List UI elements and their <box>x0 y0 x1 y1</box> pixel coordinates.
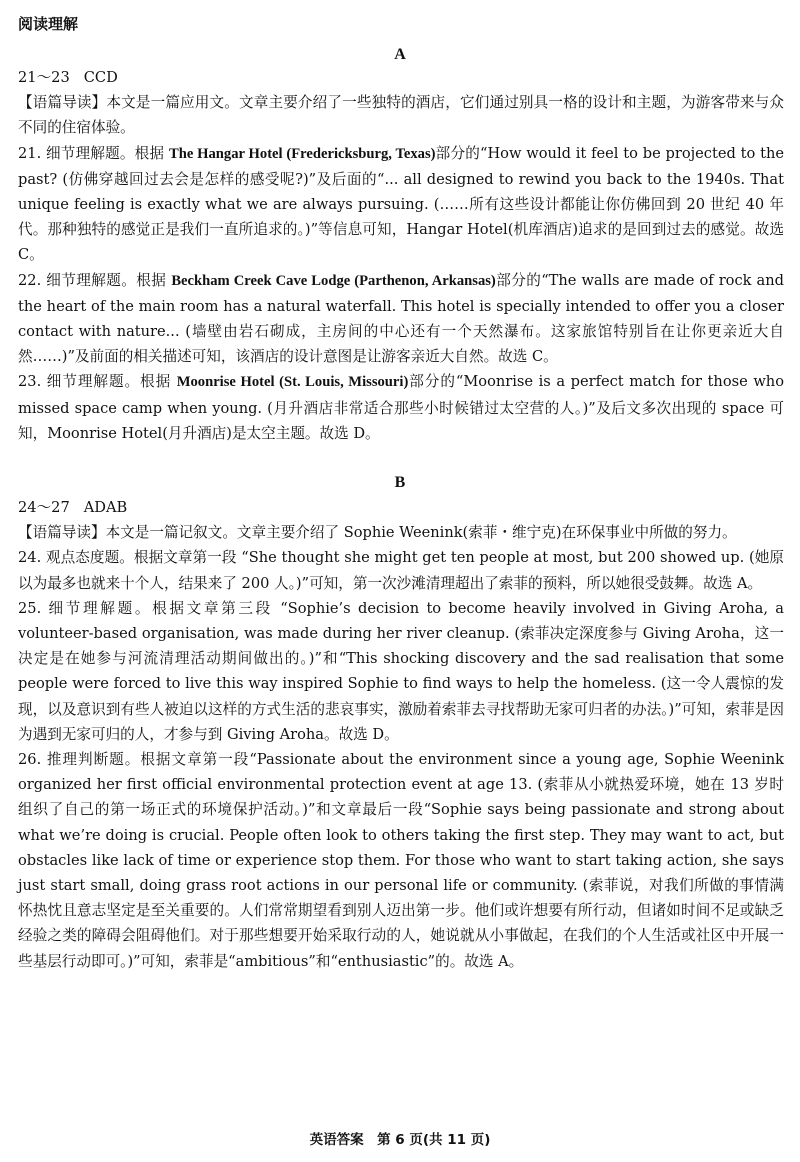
page-heading: 阅读理解 <box>18 15 79 33</box>
q21-prefix: 21. 细节理解题。根据 <box>18 144 169 162</box>
q22-section-title: Beckham Creek Cave Lodge (Parthenon, Arkansas) <box>171 272 496 289</box>
question-22-explanation <box>18 268 784 370</box>
passage-guide: 【语篇导读】本文是一篇记叙文。文章主要介绍了 Sophie Weenink(索菲・维宁克)在环保事业中所做的努力。 <box>18 524 737 542</box>
question-24-explanation: 24. 观点态度题。根据文章第一段 “She thought she might get ten people at most, but 200 showed up. (她原以为最多也就来十个人，结果来了 200 人。)”可知，第一次沙滩清理超出了索菲的预料，所以她很受鼓舞。故选 A。 <box>18 549 784 592</box>
question-23-explanation <box>18 369 784 446</box>
q22-body: 部分的“The walls are made of rock and the heart of the main room has a natural waterfall. This hotel is specially intended to offer you a closer contact with nature... (墙壁由岩石砌成，主房间的中心还有一个天然瀑布。这家旅馆特别旨在让你更亲近大自然……)”及前面的相关描述可知，该酒店的设计意图是让游客亲近大自然。故选 C。 <box>18 271 784 366</box>
section-a-answers <box>18 65 784 90</box>
answer-key: ADAB <box>83 499 128 516</box>
question-21-explanation <box>18 141 784 268</box>
answer-range: 24～27 <box>18 499 70 516</box>
section-b-body <box>18 495 784 974</box>
q23-prefix: 23. 细节理解题。根据 <box>18 373 177 391</box>
section-b-label: B <box>394 474 406 491</box>
q23-section-title: Moonrise Hotel (St. Louis, Missouri) <box>176 374 409 391</box>
section-a-label: A <box>394 46 406 63</box>
q21-section-title: The Hangar Hotel (Fredericksburg, Texas) <box>169 145 436 162</box>
question-25-explanation: 25. 细节理解题。根据文章第三段 “Sophie’s decision to become heavily involved in Giving Aroha, a volunteer-based organisation, was made during her river cleanup. (索菲决定深度参与 Giving Aroha，这一决定是在她参与河流清理活动期间做出的。)”和“This shocking discovery and the sad realisation that some people were forced to live this way inspired Sophie to find ways to help the homeless. (这一令人震惊的发现，以及意识到有些人被迫以这样的方式生活的悲哀事实，激励着索菲去寻找帮助无家可归者的办法。)”可知，索菲是因为遇到无家可归的人，才参与到 Giving Aroha。故选 D。 <box>18 599 784 743</box>
page-footer: 英语答案 第 6 页(共 11 页) <box>309 1132 491 1148</box>
section-b-answers <box>18 495 784 520</box>
q22-prefix: 22. 细节理解题。根据 <box>18 271 172 289</box>
section-a-body <box>18 65 784 446</box>
q23-body: 部分的“Moonrise is a perfect match for those who missed space camp when young. (月升酒店非常适合那些小时候错过太空营的人。)”及后文多次出现的 space 可知，Moonrise Hotel(月升酒店)是太空主题。故选 D。 <box>18 373 784 442</box>
q21-body: 部分的“How would it feel to be projected to the past? (仿佛穿越回过去会是怎样的感受呢?)”及后面的“... all designed to rewind you back to the 1940s. That unique feeling is exactly what we are always pursuing. (……所有这些设计都能让你仿佛回到 20 世纪 40 年代。那种独特的感觉正是我们一直所追求的。)”等信息可知，Hangar Hotel(机库酒店)追求的是回到过去的感觉。故选 C。 <box>18 144 784 264</box>
answer-range: 21～23 <box>18 69 70 86</box>
question-26-explanation: 26. 推理判断题。根据文章第一段“Passionate about the environment since a young age, Sophie Weenink organized her first official environmental protection event at age 13. (索菲从小就热爱环境，她在 13 岁时组织了自己的第一场正式的环境保护活动。)”和文章最后一段“Sophie says being passionate and strong about what we’re doing is crucial. People often look to others taking the first step. They may want to act, but obstacles like lack of time or experience stop them. For those who want to start taking action, she says just start small, doing grass root actions in our personal life or community. (索菲说，对我们所做的事情满怀热忱且意志坚定是至关重要的。人们常常期望看到别人迈出第一步。他们或许想要有所行动，但诸如时间不足或缺乏经验之类的障碍会阻碍他们。对于那些想要开始采取行动的人，她说就从小事做起，在我们的个人生活或社区中开展一些基层行动即可。)”可知，索菲是“ambitious”和“enthusiastic”的。故选 A。 <box>18 751 784 970</box>
passage-guide: 【语篇导读】本文是一篇应用文。文章主要介绍了一些独特的酒店，它们通过别具一格的设计和主题，为游客带来与众不同的住宿体验。 <box>18 94 784 137</box>
answer-key: CCD <box>83 69 118 86</box>
